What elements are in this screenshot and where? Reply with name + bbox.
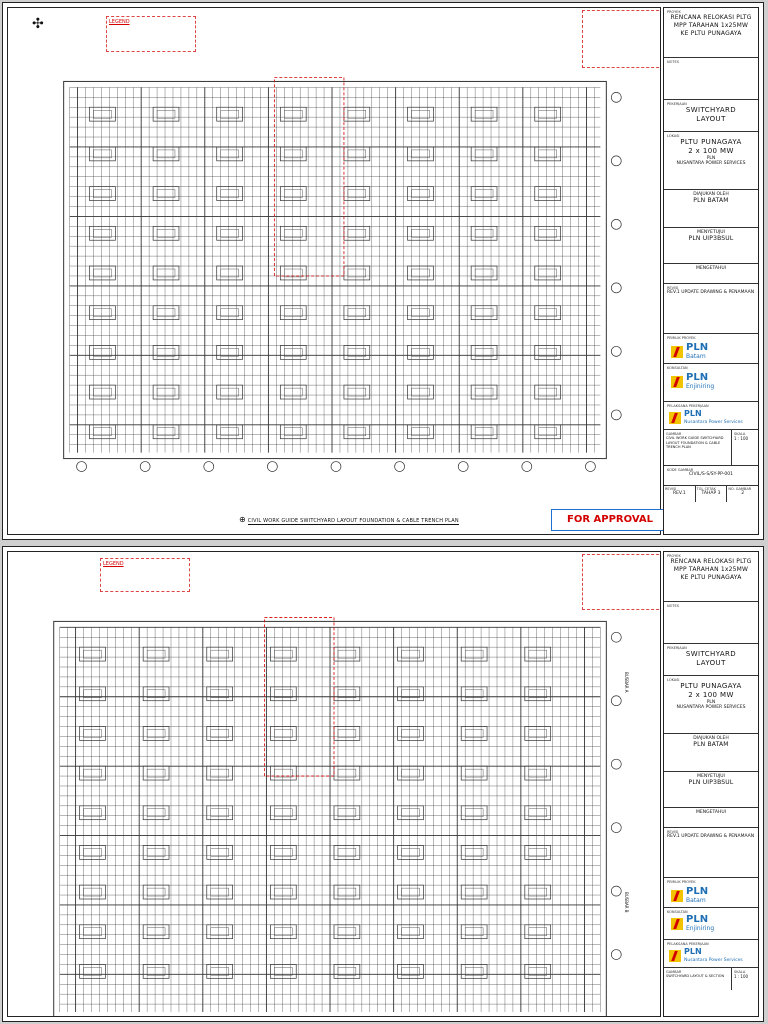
- legend-title: LEGEND: [109, 19, 130, 25]
- switchyard-layout-plan: [8, 552, 660, 1016]
- drawing-caption: ⊕ CIVIL WORK GUIDE SWITCHYARD LAYOUT FOUNDATION & CABLE TRENCH PLAN: [239, 515, 459, 524]
- pln-nps-logo: PLN Nusantara Power Services: [667, 946, 755, 966]
- for-approval-stamp: FOR APPROVAL: [551, 509, 669, 531]
- pln-bolt-icon: [671, 918, 683, 930]
- pln-batam-logo: PLN Batam: [667, 884, 755, 908]
- pln-enjiniring-logo: PLN Enjiniring: [667, 370, 755, 394]
- pln-bolt-icon: [671, 376, 683, 388]
- section-marker-icon: ⊕: [239, 515, 246, 524]
- pln-nps-logo: PLN Nusantara Power Services: [667, 408, 755, 428]
- pln-enjiniring-logo: PLN Enjiniring: [667, 914, 755, 934]
- north-arrow-icon: ✣: [32, 16, 44, 32]
- key-plan: [582, 10, 661, 68]
- drawing-sheet-2: [2, 546, 764, 1022]
- title-block-2: PROYEK RENCANA RELOKASI PLTG MPP TARAHAN 1x25MW KE PLTU PUNAGAYA NOTES PEKERJAAN SWITCHYARD LAYOUT LOKASI PLTU PUNAGAYA 2 x 100 MW PLN NUSANTARA POWER SERVICES DIAJUKAN OLEH PLN BATAM MENYETUJUI PLN UIP3BSUL MENGETAHUI REVISI REV.1 UPDATE DRAWING & PENAMAAN PEMILIK PROYEK PLN Batam KONSULTAN PLN Enjiniring PELAKSANA PEKERJAAN PLN Nusantara Power Services GAMBAR SWITCHYARD LAYOUT & SECTION SKALA 1 : 100: [663, 551, 759, 1017]
- legend-box: [106, 16, 196, 52]
- drawing-area-1: [7, 7, 661, 535]
- key-plan: [582, 554, 661, 610]
- pln-bolt-icon: [671, 346, 683, 358]
- pln-bolt-icon: [671, 890, 683, 902]
- drawing-area-2: [7, 551, 661, 1017]
- legend-box: [100, 558, 190, 592]
- pln-bolt-icon: [669, 412, 681, 424]
- drawing-sheet-1: [2, 2, 764, 540]
- title-block-1: PROYEK RENCANA RELOKASI PLTG MPP TARAHAN 1x25MW KE PLTU PUNAGAYA NOTES PEKERJAAN SWITCHYARD LAYOUT LOKASI PLTU PUNAGAYA 2 x 100 MW PLN NUSANTARA POWER SERVICES DIAJUKAN OLEH PLN BATAM MENYETUJUI PLN UIP3BSUL MENGETAHUI REVISI REV.1 UPDATE DRAWING & PENAMAAN PEMILIK PROYEK PLN Batam KONSULTAN PLN Enjiniring PELAKSANA PEKERJAAN PLN Nusantara Power Services GAMBAR CIVIL WORK GUIDE SWITCHYARD LAYOUT FOUNDATION & CABLE TRENCH PLAN SKALA 1 : 100 KODE GAMBAR CIVIL/S-S/SY-PP-001 REVISI REV.1 TGL CETAK TAHAP 3 NO. GAMBAR 2: [663, 7, 759, 535]
- pln-bolt-icon: [669, 950, 681, 962]
- legend-title: LEGEND: [103, 561, 124, 567]
- pln-batam-logo: PLN Batam: [667, 340, 755, 364]
- busbar-b-label: BUSBAR B: [624, 892, 629, 913]
- switchyard-foundation-plan: [8, 8, 660, 534]
- busbar-a-label: BUSBAR A: [624, 672, 629, 693]
